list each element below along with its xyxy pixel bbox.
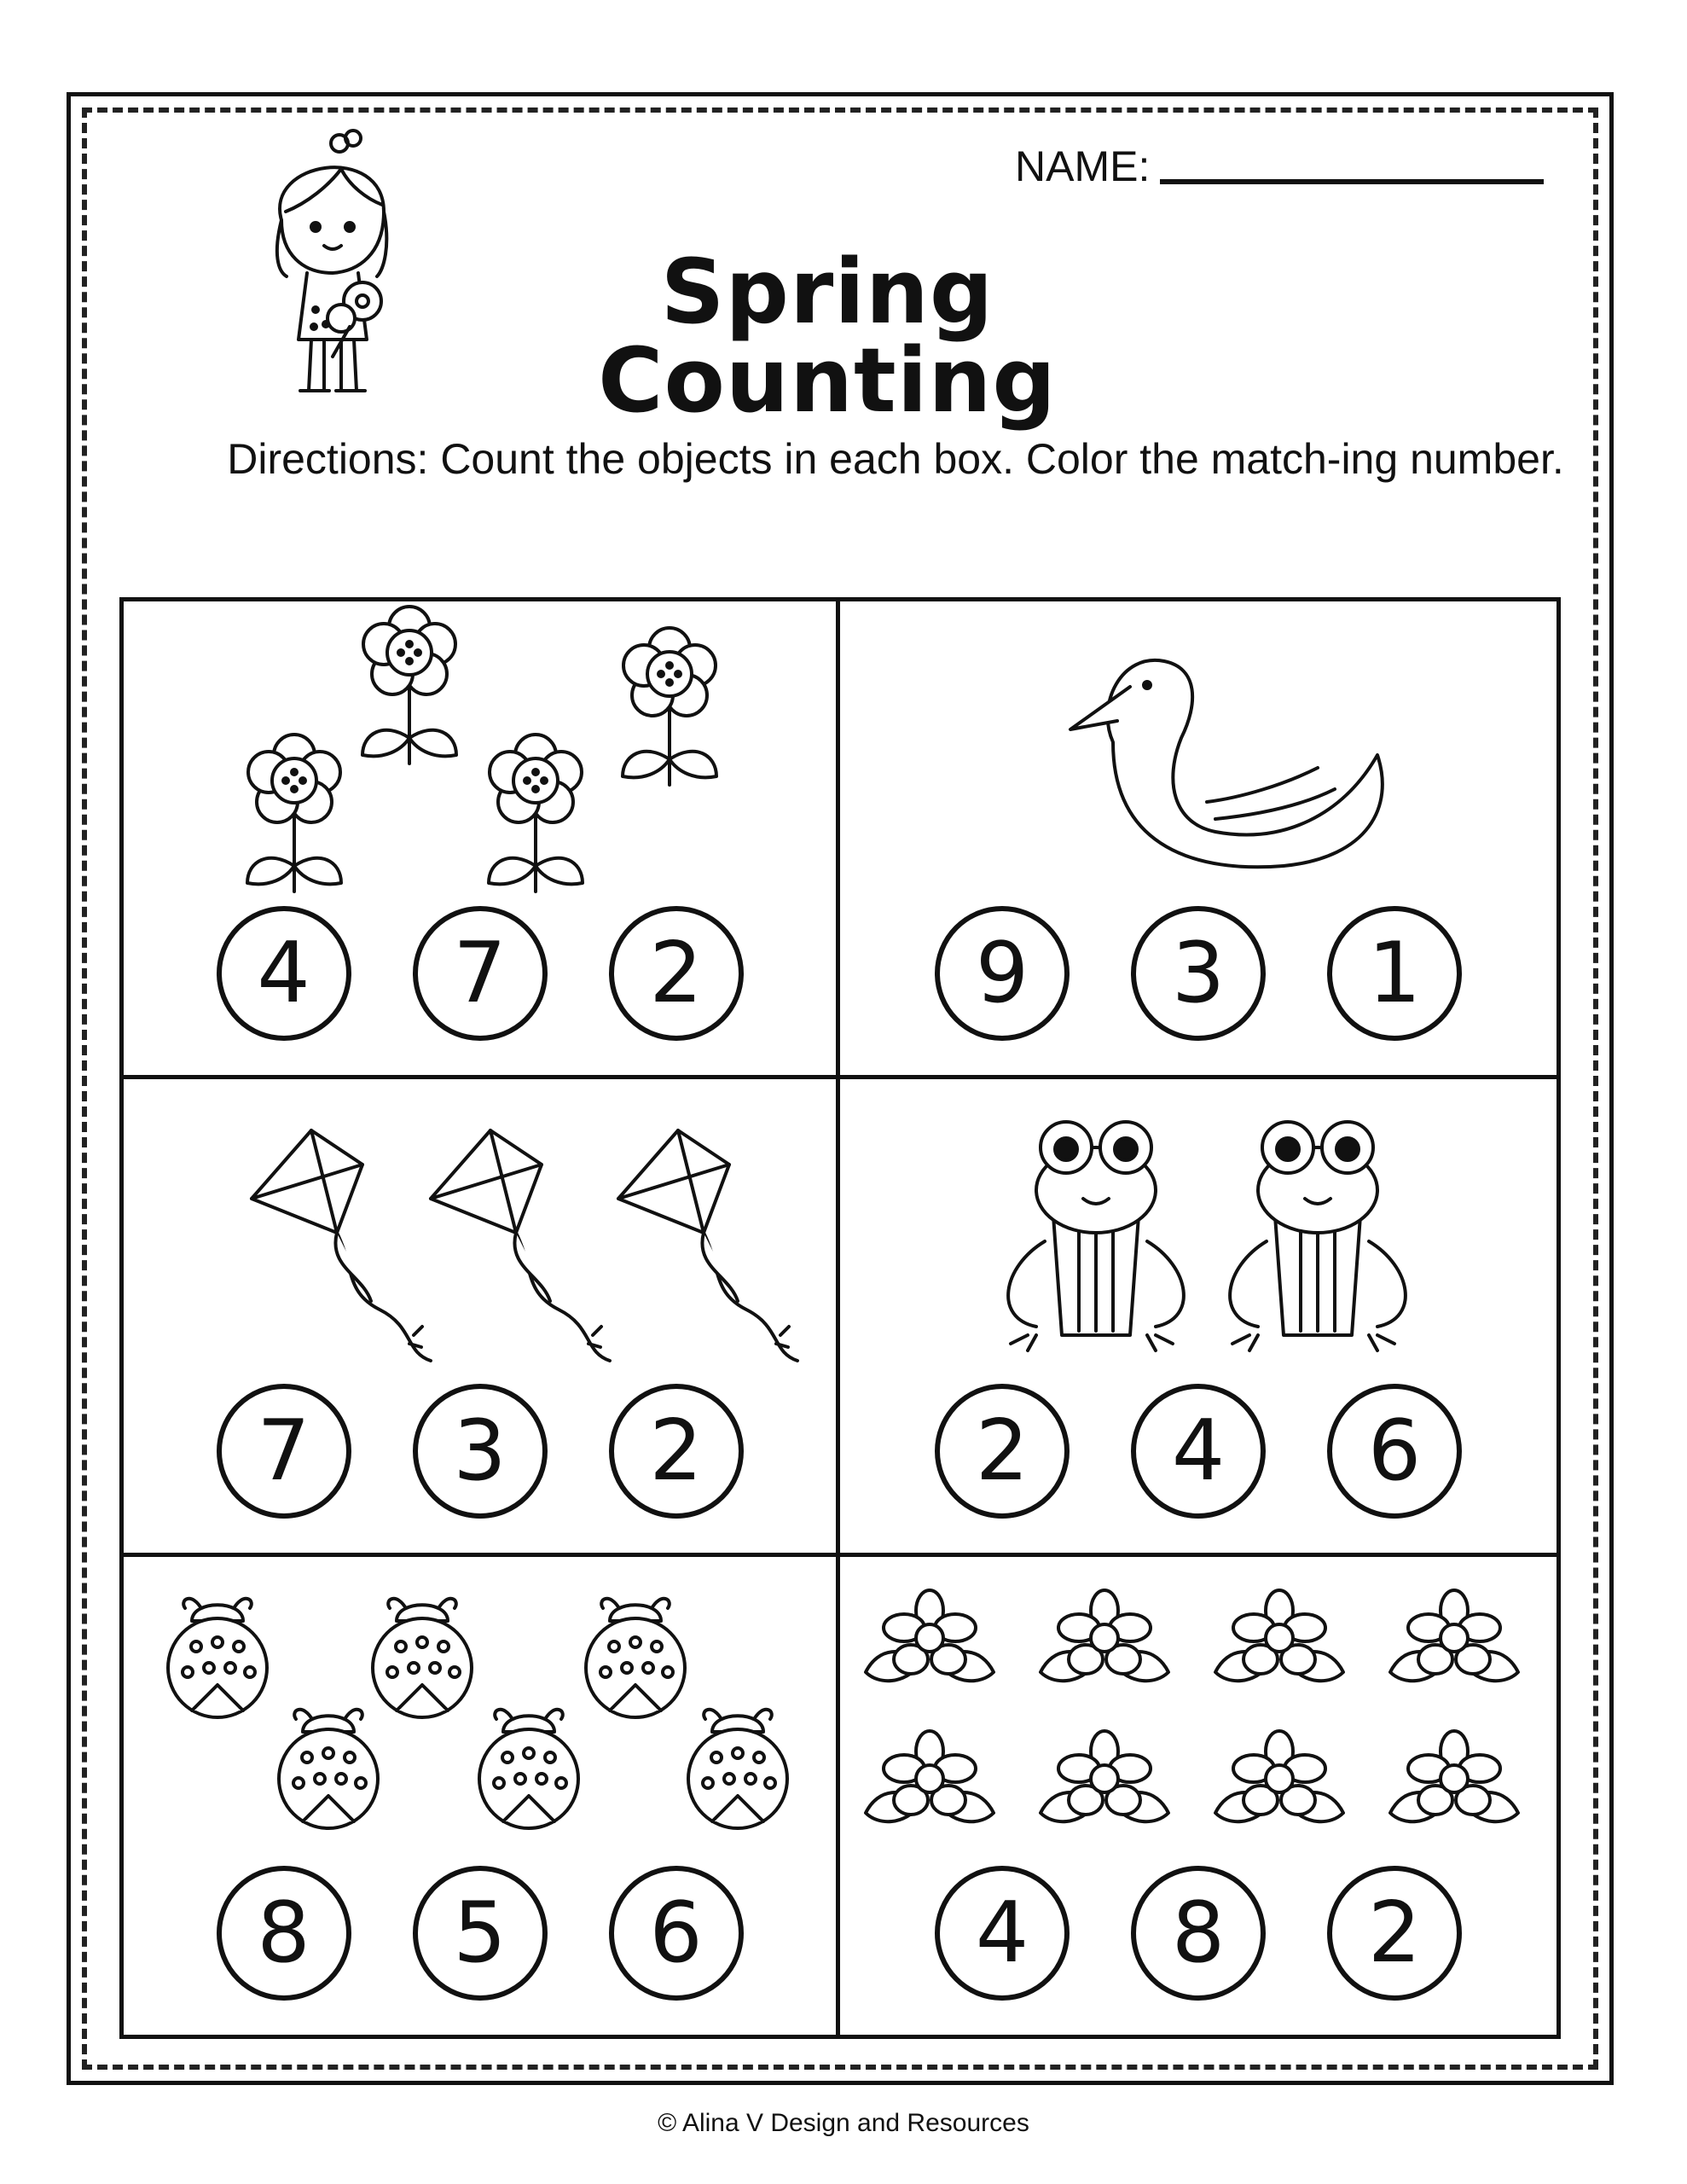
counting-box-4 [840, 1079, 1557, 1557]
number-choice[interactable]: 4 [217, 906, 351, 1041]
ladybug-icon [586, 1599, 685, 1717]
daisy-icon [1390, 1731, 1518, 1821]
counting-box-5 [124, 1557, 840, 2035]
number-choice[interactable]: 7 [217, 1384, 351, 1519]
ladybug-icon [479, 1710, 578, 1828]
daisy-icon [1215, 1590, 1343, 1681]
kite-icon [252, 1130, 431, 1361]
girl-with-flowers-icon [247, 126, 409, 408]
copyright-footer: © Alina V Design and Resources [658, 2109, 1029, 2137]
daisy-icon [1041, 1731, 1168, 1821]
ladybug-icon-group [124, 1557, 840, 1881]
number-options [840, 1866, 1557, 2001]
number-choice[interactable]: 5 [413, 1866, 548, 2001]
number-choice[interactable]: 2 [609, 1384, 744, 1519]
number-choice[interactable]: 9 [935, 906, 1070, 1041]
number-choice[interactable]: 6 [609, 1866, 744, 2001]
flower-icon [247, 735, 341, 892]
number-choice[interactable]: 8 [1131, 1866, 1266, 2001]
number-choice[interactable]: 7 [413, 906, 548, 1041]
name-write-line[interactable] [1160, 179, 1544, 184]
flower-icon [362, 607, 456, 764]
daisy-icon [1390, 1590, 1518, 1681]
number-choice[interactable]: 4 [1131, 1384, 1266, 1519]
swan-icon [840, 601, 1557, 926]
number-choice[interactable]: 1 [1327, 906, 1462, 1041]
number-options [124, 906, 836, 1041]
number-choice[interactable]: 2 [935, 1384, 1070, 1519]
number-choice[interactable]: 8 [217, 1866, 351, 2001]
flower-icon [489, 735, 583, 892]
flower-icon [623, 628, 716, 785]
number-choice[interactable]: 6 [1327, 1384, 1462, 1519]
counting-box-1 [124, 601, 840, 1079]
counting-grid [119, 597, 1561, 2039]
kite-icon-group [124, 1079, 840, 1403]
name-label: NAME: [1015, 142, 1151, 190]
daisy-icon [866, 1731, 994, 1821]
number-options [124, 1866, 836, 2001]
ladybug-icon [168, 1599, 267, 1717]
kite-icon [618, 1130, 797, 1361]
daisy-icon [866, 1590, 994, 1681]
counting-box-2 [840, 601, 1557, 1079]
daisy-icon-group [840, 1557, 1557, 1881]
number-choice[interactable]: 3 [413, 1384, 548, 1519]
flower-icon-group [124, 601, 840, 926]
directions-text: Directions: Count the objects in each box. Color the match-ing number. [227, 435, 1564, 483]
name-field[interactable] [1015, 136, 1544, 188]
number-options [124, 1384, 836, 1519]
ladybug-icon [688, 1710, 787, 1828]
number-options [840, 1384, 1557, 1519]
number-choice[interactable]: 2 [609, 906, 744, 1041]
kite-icon [431, 1130, 610, 1361]
number-choice[interactable]: 4 [935, 1866, 1070, 2001]
counting-box-6 [840, 1557, 1557, 2035]
number-options [840, 906, 1557, 1041]
daisy-icon [1041, 1590, 1168, 1681]
page-title: Spring Counting [598, 240, 1057, 433]
ladybug-icon [279, 1710, 378, 1828]
ladybug-icon [373, 1599, 472, 1717]
daisy-icon [1215, 1731, 1343, 1821]
frog-icon [1230, 1122, 1406, 1350]
number-choice[interactable]: 2 [1327, 1866, 1462, 2001]
counting-box-3 [124, 1079, 840, 1557]
number-choice[interactable]: 3 [1131, 906, 1266, 1041]
frog-icon [1008, 1122, 1184, 1350]
frog-icon-group [840, 1079, 1557, 1403]
